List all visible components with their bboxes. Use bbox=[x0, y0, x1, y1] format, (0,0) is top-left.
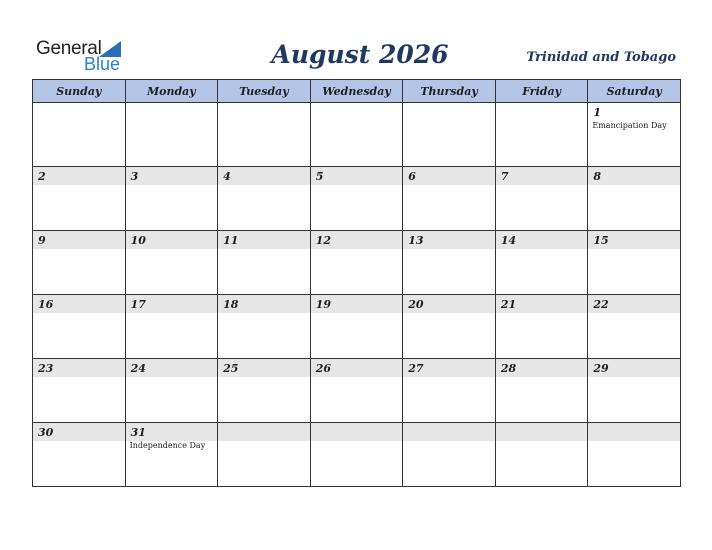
day-cell bbox=[218, 231, 311, 295]
day-cell bbox=[125, 231, 218, 295]
day-cell bbox=[310, 359, 403, 423]
day-number: 11 bbox=[223, 234, 239, 247]
day-header-band bbox=[496, 167, 588, 185]
day-cell bbox=[310, 231, 403, 295]
day-cell bbox=[495, 423, 588, 487]
day-number: 15 bbox=[593, 234, 609, 247]
weekday-sunday: Sunday bbox=[33, 80, 126, 103]
day-number: 22 bbox=[593, 298, 609, 311]
logo bbox=[36, 38, 126, 74]
country-label: Trinidad and Tobago bbox=[526, 50, 676, 65]
day-header-band bbox=[218, 103, 310, 121]
day-header-band bbox=[126, 167, 218, 185]
day-header-band bbox=[218, 423, 310, 441]
day-cell bbox=[33, 103, 126, 167]
day-cell bbox=[218, 103, 311, 167]
day-number: 6 bbox=[408, 170, 416, 183]
day-cell bbox=[33, 167, 126, 231]
day-cell bbox=[495, 231, 588, 295]
day-cell bbox=[403, 359, 496, 423]
day-cell bbox=[310, 423, 403, 487]
day-number: 9 bbox=[38, 234, 46, 247]
day-number: 30 bbox=[38, 426, 54, 439]
logo-word-general: General bbox=[36, 38, 102, 59]
weekday-wednesday: Wednesday bbox=[310, 80, 403, 103]
day-cell bbox=[33, 231, 126, 295]
day-header-band bbox=[311, 103, 403, 121]
day-number: 10 bbox=[130, 234, 146, 247]
day-cell bbox=[403, 423, 496, 487]
day-cell bbox=[495, 103, 588, 167]
day-header-band bbox=[403, 167, 495, 185]
day-header-band bbox=[218, 167, 310, 185]
day-cell bbox=[33, 423, 126, 487]
day-cell bbox=[495, 359, 588, 423]
day-number: 27 bbox=[408, 362, 424, 375]
day-cell bbox=[125, 423, 218, 487]
weekday-saturday: Saturday bbox=[588, 80, 681, 103]
day-header-band bbox=[126, 103, 218, 121]
day-number: 5 bbox=[315, 170, 324, 183]
day-number: 26 bbox=[315, 362, 331, 375]
day-header-band bbox=[311, 423, 403, 441]
day-header-band bbox=[588, 167, 680, 185]
day-cell bbox=[403, 231, 496, 295]
day-header-band bbox=[496, 103, 588, 121]
weekday-friday: Friday bbox=[495, 80, 588, 103]
day-cell bbox=[588, 359, 681, 423]
day-cell bbox=[125, 295, 218, 359]
day-header-band bbox=[588, 423, 680, 441]
week-row bbox=[33, 103, 681, 167]
week-row bbox=[33, 359, 681, 423]
holiday-label: Independence Day bbox=[129, 441, 206, 450]
day-number: 17 bbox=[130, 298, 146, 311]
day-header-band bbox=[496, 423, 588, 441]
week-row bbox=[33, 295, 681, 359]
day-header-band bbox=[403, 103, 495, 121]
day-cell bbox=[218, 423, 311, 487]
day-cell bbox=[495, 167, 588, 231]
day-cell bbox=[218, 295, 311, 359]
day-number: 14 bbox=[500, 234, 517, 247]
day-number: 2 bbox=[38, 170, 46, 183]
day-number: 7 bbox=[500, 170, 509, 183]
day-number: 21 bbox=[500, 298, 517, 311]
day-cell bbox=[125, 167, 218, 231]
day-cell bbox=[310, 295, 403, 359]
day-number: 20 bbox=[408, 298, 424, 311]
calendar-title: August 2026 bbox=[271, 40, 449, 69]
day-cell bbox=[33, 359, 126, 423]
day-cell bbox=[588, 167, 681, 231]
week-row bbox=[33, 423, 681, 487]
day-number: 16 bbox=[38, 298, 54, 311]
weekday-monday: Monday bbox=[125, 80, 218, 103]
day-cell bbox=[33, 295, 126, 359]
day-number: 1 bbox=[593, 106, 602, 119]
day-header-band bbox=[33, 167, 125, 185]
day-cell bbox=[588, 423, 681, 487]
day-number: 25 bbox=[223, 362, 239, 375]
day-cell bbox=[588, 295, 681, 359]
day-number: 12 bbox=[315, 234, 331, 247]
day-number: 13 bbox=[408, 234, 424, 247]
weekday-header-row bbox=[33, 80, 681, 103]
day-cell bbox=[310, 167, 403, 231]
day-header-band bbox=[33, 103, 125, 121]
weekday-tuesday: Tuesday bbox=[218, 80, 311, 103]
day-number: 24 bbox=[130, 362, 146, 375]
weekday-thursday: Thursday bbox=[403, 80, 496, 103]
day-cell bbox=[218, 167, 311, 231]
week-row bbox=[33, 231, 681, 295]
holiday-label: Emancipation Day bbox=[592, 121, 667, 130]
logo-word-blue: Blue bbox=[84, 54, 121, 74]
calendar-grid bbox=[32, 79, 681, 487]
day-header-band bbox=[311, 167, 403, 185]
day-cell bbox=[125, 103, 218, 167]
day-number: 29 bbox=[593, 362, 609, 375]
day-cell bbox=[403, 295, 496, 359]
day-number: 19 bbox=[315, 298, 331, 311]
day-cell bbox=[588, 231, 681, 295]
week-row bbox=[33, 167, 681, 231]
day-number: 4 bbox=[223, 170, 231, 183]
day-number: 31 bbox=[130, 426, 146, 439]
day-header-band bbox=[403, 423, 495, 441]
day-cell bbox=[218, 359, 311, 423]
day-cell bbox=[403, 167, 496, 231]
day-number: 8 bbox=[593, 170, 602, 183]
day-number: 23 bbox=[38, 362, 54, 375]
day-number: 18 bbox=[223, 298, 239, 311]
day-cell bbox=[588, 103, 681, 167]
day-cell bbox=[125, 359, 218, 423]
day-header-band bbox=[588, 103, 680, 121]
day-number: 3 bbox=[130, 170, 139, 183]
day-cell bbox=[310, 103, 403, 167]
day-cell bbox=[403, 103, 496, 167]
day-number: 28 bbox=[500, 362, 517, 375]
day-cell bbox=[495, 295, 588, 359]
day-header-band bbox=[33, 231, 125, 249]
